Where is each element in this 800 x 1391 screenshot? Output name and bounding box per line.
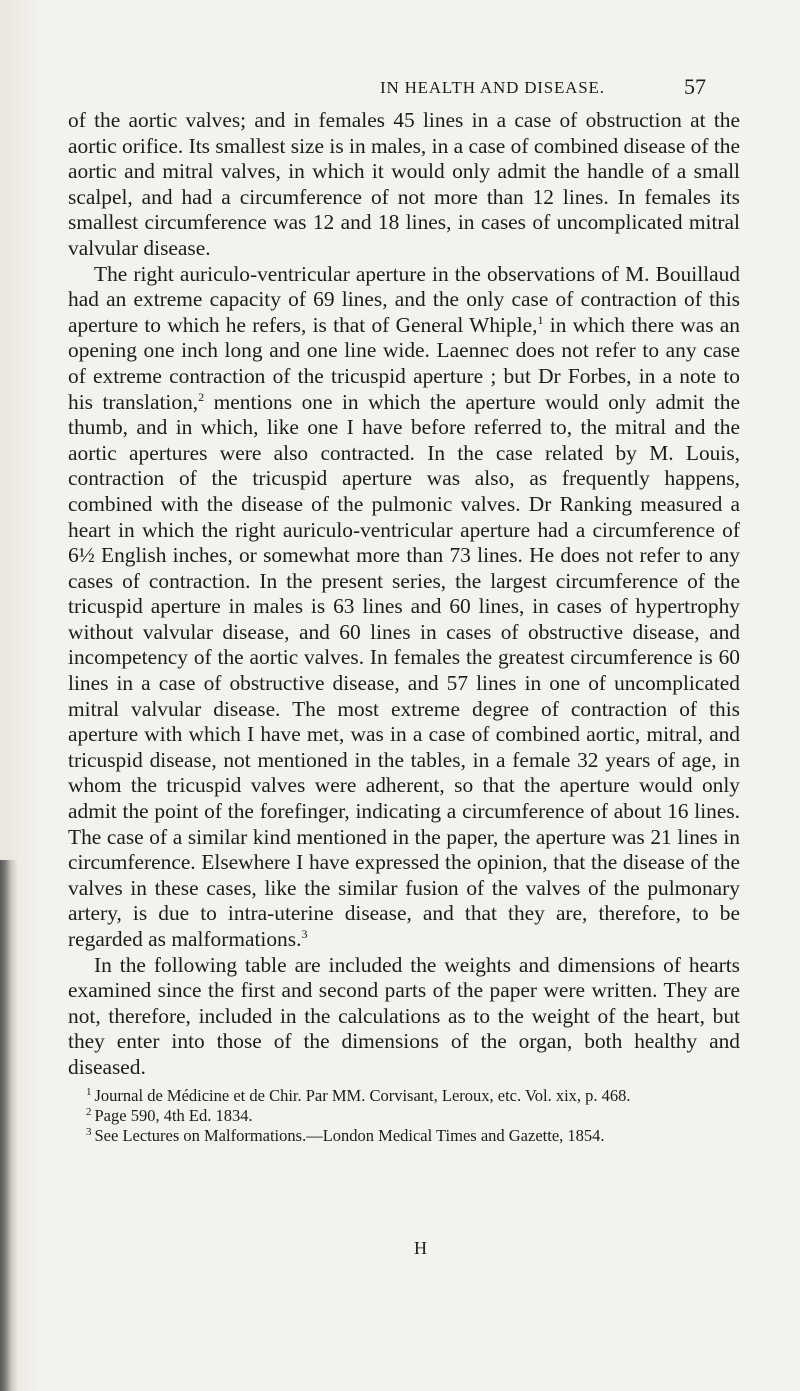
- footnote-reference: 2: [198, 389, 205, 404]
- binding-shadow: [0, 860, 18, 1391]
- footnote-reference: 1: [537, 312, 544, 327]
- footnote: [70, 1106, 740, 1126]
- paragraph-text: in which there was an opening one inch long and one line wide. Laennec does not refer to any case of extreme contraction of the tricuspid aperture ; but Dr Forbes, in a note to his translation,: [68, 312, 740, 414]
- body-paragraph: [68, 262, 740, 953]
- footnote-mark: 3: [86, 1125, 92, 1138]
- footnote-text: See Lectures on Malformations.—London Medical Times and Gazette, 1854.: [94, 1126, 605, 1145]
- paragraph-text: The right auriculo-ventricular aperture in the observations of M. Bouillaud had an extreme capacity of 69 lines, and the only case of contraction of this aperture to which he refers, is that of General Whiple,: [68, 261, 740, 337]
- footnote: [70, 1086, 740, 1106]
- footnote-reference: 3: [301, 926, 308, 941]
- body-paragraph: [68, 953, 740, 1081]
- footnotes: [70, 1086, 740, 1146]
- body-text: [68, 108, 740, 1081]
- footnote-text: Journal de Médicine et de Chir. Par MM. Corvisant, Leroux, etc. Vol. xix, p. 468.: [94, 1086, 631, 1105]
- footnote: [70, 1126, 740, 1146]
- footnote-mark: 2: [86, 1105, 92, 1118]
- body-paragraph: [68, 108, 740, 262]
- page-header: [0, 74, 800, 104]
- paragraph-text: mentions one in which the aperture would only admit the thumb, and in which, like one I have before referred to, the mitral and the aortic apertures were also contracted. In the case related by M. Louis, contraction of the tricuspid aperture was also, as frequently happens, combined with the disease of the pulmonic valves. Dr Ranking measured a heart in which the right auriculo-ventricular aperture had a circumference of 6½ English inches, or somewhat more than 73 lines. He does not refer to any cases of contraction. In the present series, the largest circumference of the tricuspid aperture in males is 63 lines and 60 lines, in cases of hypertrophy without valvular disease, and 60 lines in cases of obstructive disease, and incompetency of the aortic valves. In females the greatest circumference is 60 lines in a case of obstructive disease, and 57 lines in one of uncomplicated mitral valvular disease. The most extreme degree of contraction of this aperture with which I have met, was in a case of combined aortic, mitral, and tricuspid disease, not mentioned in the tables, in a female 32 years of age, in whom the tricuspid valves were adherent, so that the aperture would only admit the point of the forefinger, indicating a circumference of about 16 lines. The case of a similar kind mentioned in the paper, the aperture was 21 lines in circumference. Elsewhere I have expressed the opinion, that the disease of the valves in these cases, like the similar fusion of the valves of the pulmonary artery, is due to intra-uterine disease, and that they are, therefore, to be regarded as malformations.: [68, 389, 740, 951]
- page-number: 57: [684, 74, 706, 99]
- paragraph-text: In the following table are included the weights and dimensions of hearts examined since the first and second parts of the paper were written. They are not, therefore, included in the calculations as to the weight of the heart, but they enter into those of the dimensions of the organ, both healthy and diseased.: [68, 952, 740, 1079]
- signature-mark: H: [414, 1238, 427, 1258]
- footnote-text: Page 590, 4th Ed. 1834.: [94, 1106, 253, 1125]
- footnote-mark: 1: [86, 1085, 92, 1098]
- paragraph-text: of the aortic valves; and in females 45 lines in a case of obstruction at the aortic orifice. Its smallest size is in males, in a case of combined disease of the aortic and mitral valves, in which it would only admit the handle of a small scalpel, and had a circumference of not more than 12 lines. In females its smallest circumference was 12 and 18 lines, in cases of uncomplicated mitral valvular disease.: [68, 108, 740, 260]
- running-head: IN HEALTH AND DISEASE.: [380, 78, 605, 97]
